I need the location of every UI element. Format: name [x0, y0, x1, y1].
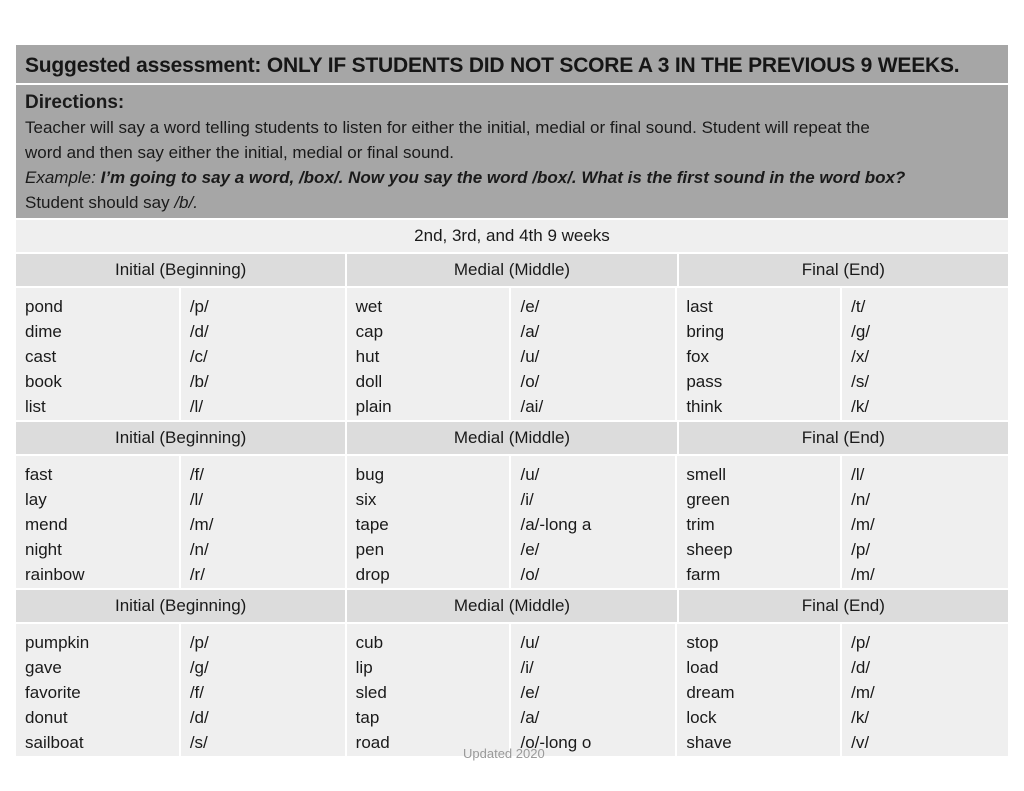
initial-column-header: Initial (Beginning) — [16, 254, 347, 286]
word-item: lay — [25, 490, 47, 509]
word-item: think — [686, 397, 723, 416]
word-item: last — [686, 297, 713, 316]
directions-line-1: Teacher will say a word telling students to listen for either the initial, medial or final sound. Student will repeat the — [25, 118, 870, 137]
word-item: hut — [355, 347, 380, 366]
word-item: dream — [686, 683, 735, 702]
example-text: I’m going to say a word, /box/. Now you say the word /box/. What is the first sound in the word box? — [95, 168, 906, 187]
word-item: green — [686, 490, 730, 509]
section-body — [16, 288, 1008, 422]
medial-column-header: Medial (Middle) — [347, 590, 678, 622]
sound-item: /t/ — [851, 297, 866, 316]
sound-item: /s/ — [189, 733, 208, 752]
final-sounds-column — [842, 456, 1008, 588]
section-body — [16, 624, 1008, 758]
word-item: smell — [686, 465, 726, 484]
word-item: road — [355, 733, 390, 752]
sound-item: /d/ — [851, 658, 871, 677]
updated-note: Updated 2020 — [463, 746, 545, 761]
directions-line-2: word and then say either the initial, medial or final sound. — [25, 143, 455, 162]
sound-item: /d/ — [189, 708, 209, 727]
initial-sounds-column — [181, 624, 347, 756]
sound-item: /r/ — [189, 565, 205, 584]
word-item: fox — [686, 347, 709, 366]
word-item: sheep — [686, 540, 733, 559]
directions-block — [16, 85, 1008, 220]
sound-item: /f/ — [189, 465, 204, 484]
word-item: cap — [355, 322, 384, 341]
sound-item: /e/ — [520, 540, 540, 559]
word-item: tap — [355, 708, 380, 727]
final-words-column — [677, 288, 842, 420]
sound-item: /g/ — [851, 322, 871, 341]
word-item: drop — [355, 565, 390, 584]
word-item: tape — [355, 515, 389, 534]
initial-words-column — [16, 288, 181, 420]
sound-item: /c/ — [189, 347, 208, 366]
final-column-header: Final (End) — [679, 254, 1008, 286]
word-item: six — [355, 490, 377, 509]
sound-item: /m/ — [851, 683, 875, 702]
sound-item: /e/ — [520, 683, 540, 702]
example-label: Example: — [25, 168, 96, 187]
directions-line-4 — [25, 190, 1008, 215]
medial-words-column — [347, 624, 512, 756]
sound-item: /l/ — [189, 490, 204, 509]
initial-sounds-column — [181, 456, 347, 588]
medial-words-column — [347, 456, 512, 588]
sound-item: /f/ — [189, 683, 204, 702]
word-item: gave — [25, 658, 62, 677]
word-item: trim — [686, 515, 715, 534]
sound-item: /o/ — [520, 372, 540, 391]
word-item: lip — [355, 658, 373, 677]
medial-sounds-column — [511, 288, 677, 420]
word-item: cub — [355, 633, 384, 652]
initial-column-header: Initial (Beginning) — [16, 422, 347, 454]
word-item: pass — [686, 372, 723, 391]
word-item: pond — [25, 297, 63, 316]
word-item: pen — [355, 540, 385, 559]
final-words-column — [677, 624, 842, 756]
initial-words-column — [16, 624, 181, 756]
word-item: bring — [686, 322, 725, 341]
section-header-row — [16, 254, 1008, 288]
sound-item: /o/-long o — [520, 733, 592, 752]
word-item: cast — [25, 347, 57, 366]
sound-item: /m/ — [851, 515, 875, 534]
section-header-row — [16, 422, 1008, 456]
sound-item: /a/ — [520, 708, 540, 727]
sound-item: /a/-long a — [520, 515, 592, 534]
word-item: dime — [25, 322, 62, 341]
sound-item: /ai/ — [520, 397, 544, 416]
medial-sounds-column — [511, 624, 677, 756]
word-item: pumpkin — [25, 633, 90, 652]
word-item: list — [25, 397, 46, 416]
word-item: load — [686, 658, 719, 677]
sound-item: /l/ — [851, 465, 865, 484]
sound-sections — [16, 254, 1008, 758]
final-sounds-column — [842, 288, 1008, 420]
initial-sounds-column — [181, 288, 347, 420]
word-item: lock — [686, 708, 717, 727]
medial-column-header: Medial (Middle) — [347, 422, 678, 454]
student-should-say: Student should say — [25, 193, 175, 212]
expected-sound: /b/. — [174, 193, 198, 212]
sound-item: /u/ — [520, 465, 540, 484]
sound-item: /i/ — [520, 658, 534, 677]
sound-item: /p/ — [851, 540, 871, 559]
word-item: bug — [355, 465, 385, 484]
word-item: book — [25, 372, 62, 391]
sound-item: /n/ — [189, 540, 209, 559]
sound-item: /b/ — [189, 372, 209, 391]
word-item: sailboat — [25, 733, 84, 752]
sound-item: /p/ — [189, 297, 209, 316]
sound-item: /i/ — [520, 490, 534, 509]
final-column-header: Final (End) — [679, 590, 1008, 622]
medial-sounds-column — [511, 456, 677, 588]
page-title: Suggested assessment: ONLY IF STUDENTS DID NOT SCORE A 3 IN THE PREVIOUS 9 WEEKS. — [16, 45, 1008, 85]
initial-column-header: Initial (Beginning) — [16, 590, 347, 622]
word-item: wet — [355, 297, 383, 316]
word-item: farm — [686, 565, 721, 584]
sound-item: /u/ — [520, 633, 540, 652]
final-sounds-column — [842, 624, 1008, 756]
sound-item: /m/ — [189, 515, 214, 534]
initial-words-column — [16, 456, 181, 588]
word-item: doll — [355, 372, 383, 391]
sound-item: /v/ — [851, 733, 870, 752]
sound-item: /o/ — [520, 565, 540, 584]
word-item: plain — [355, 397, 392, 416]
word-item: fast — [25, 465, 53, 484]
sound-item: /s/ — [851, 372, 870, 391]
sound-item: /m/ — [851, 565, 875, 584]
medial-column-header: Medial (Middle) — [347, 254, 678, 286]
word-item: shave — [686, 733, 732, 752]
grading-period: 2nd, 3rd, and 4th 9 weeks — [16, 220, 1008, 254]
medial-words-column — [347, 288, 512, 420]
section-body — [16, 456, 1008, 590]
word-item: donut — [25, 708, 68, 727]
word-item: night — [25, 540, 62, 559]
sound-item: /k/ — [851, 708, 870, 727]
sound-item: /x/ — [851, 347, 870, 366]
word-item: sled — [355, 683, 387, 702]
sound-item: /p/ — [189, 633, 209, 652]
sound-item: /l/ — [189, 397, 204, 416]
directions-example — [25, 165, 1008, 190]
word-item: rainbow — [25, 565, 85, 584]
final-column-header: Final (End) — [679, 422, 1008, 454]
word-item: stop — [686, 633, 719, 652]
sound-item: /n/ — [851, 490, 871, 509]
assessment-sheet — [16, 45, 1008, 758]
final-words-column — [677, 456, 842, 588]
directions-heading: Directions: — [25, 92, 125, 113]
sound-item: /u/ — [520, 347, 540, 366]
sound-item: /d/ — [189, 322, 209, 341]
sound-item: /k/ — [851, 397, 870, 416]
sound-item: /p/ — [851, 633, 871, 652]
word-item: mend — [25, 515, 68, 534]
section-header-row — [16, 590, 1008, 624]
sound-item: /a/ — [520, 322, 540, 341]
word-item: favorite — [25, 683, 81, 702]
sound-item: /e/ — [520, 297, 540, 316]
sound-item: /g/ — [189, 658, 209, 677]
